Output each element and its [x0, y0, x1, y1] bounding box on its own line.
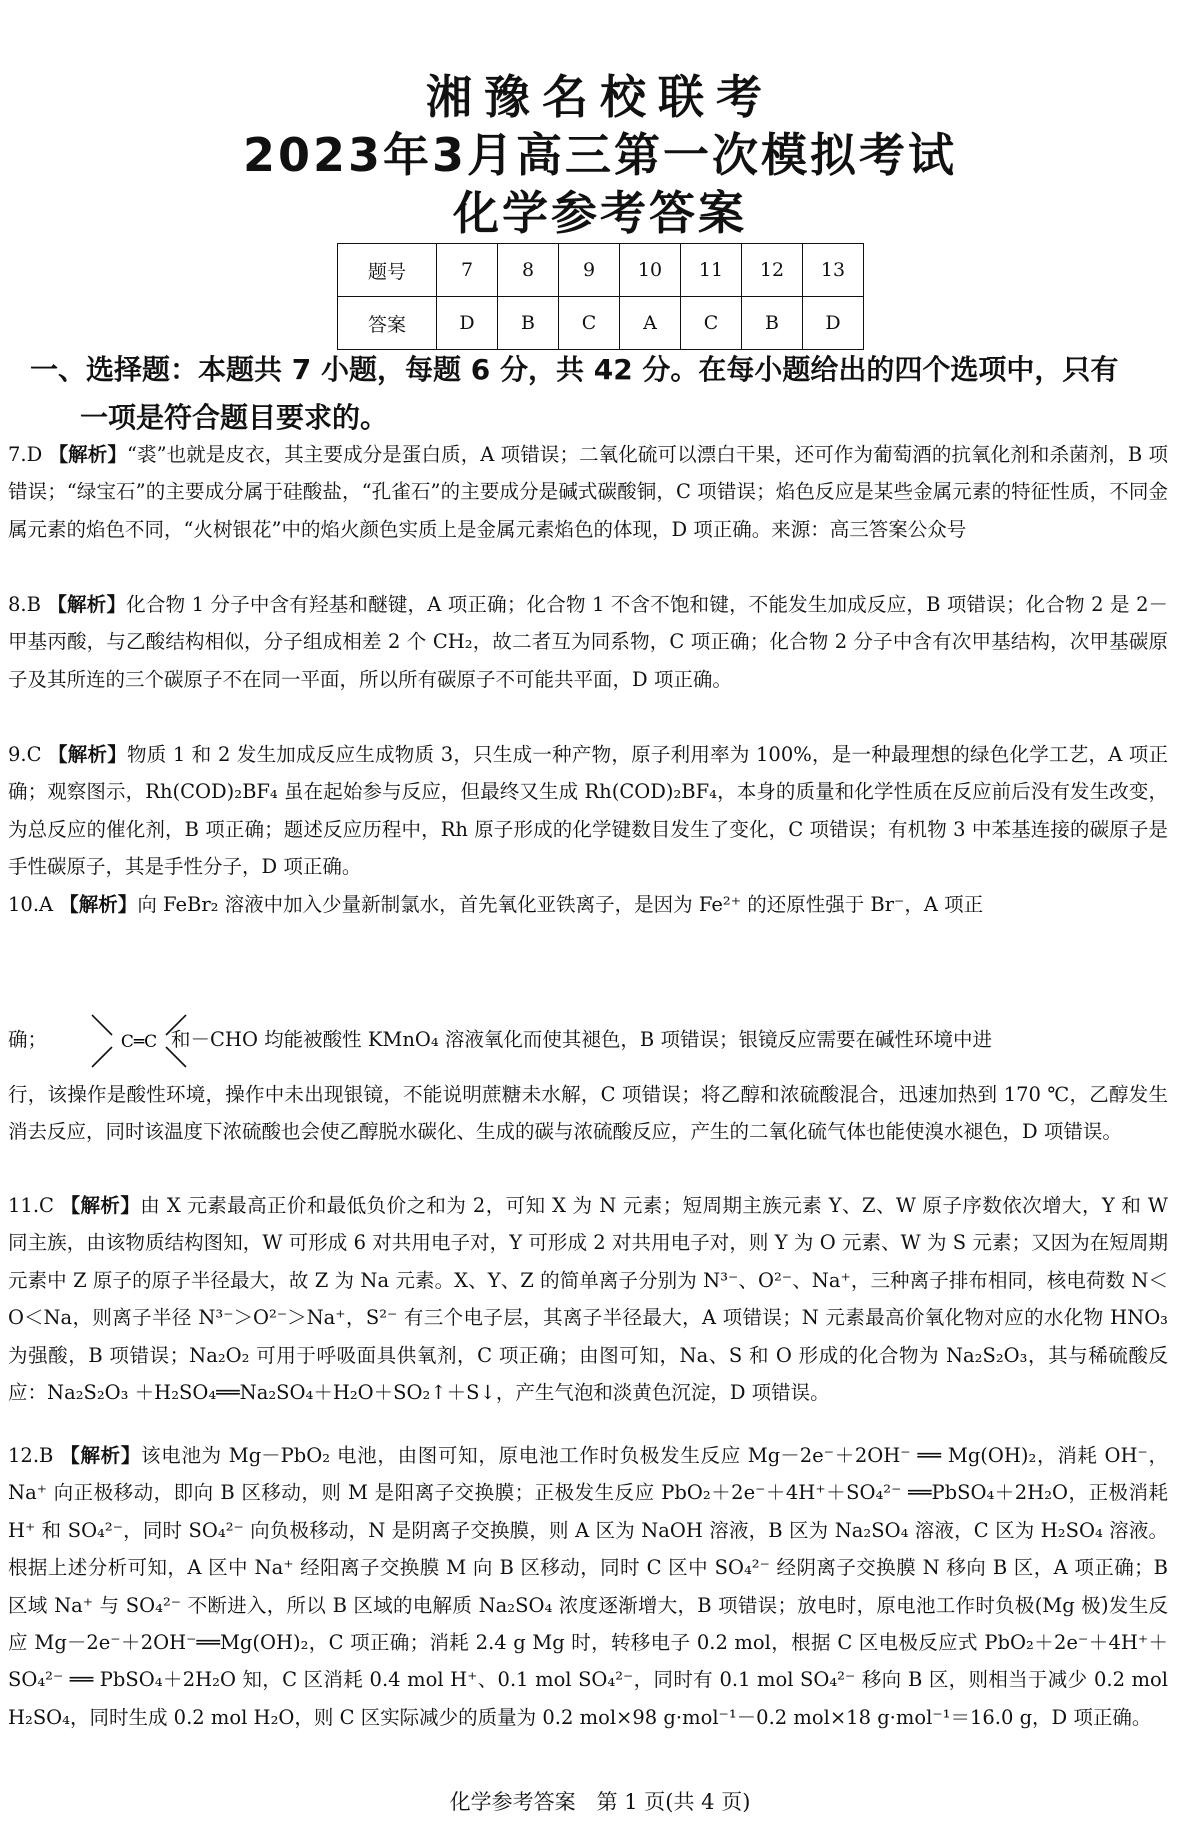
question-text: 物质 1 和 2 发生加成反应生成物质 3，只生成一种产物，原子利用率为 100%，是一种最理想的绿色化学工艺，A 项正确；观察图示，Rh(COD)₂BF₄ 虽在起始参与反应，但最终又生成 Rh(COD)₂BF₄，本身的质量和化学性质在反应前后没有发生改变，为总反应的催化剂，B 项正确；题述反应历程中，Rh 原子形成的化学键数目发生了变化，C 项错误；有机物 3 中苯基连接的碳原子是手性碳原子，其是手性分子，D 项正确。: [8, 743, 1168, 879]
question-10: [8, 886, 1168, 923]
analysis-tag: 【解析】: [59, 893, 138, 916]
question-text-b: 和－CHO 均能被酸性 KMnO₄ 溶液氧化而使其褪色，B 项错误；银镜反应需要在碱性环境中进: [171, 1028, 992, 1051]
table-row: [338, 297, 864, 350]
question-number: 9.C: [8, 743, 42, 766]
table-cell: A: [620, 297, 681, 350]
row-label-number: 题号: [338, 244, 437, 297]
table-row: [338, 244, 864, 297]
question-text-a: 向 FeBr₂ 溶液中加入少量新制氯水，首先氧化亚铁离子，是因为 Fe²⁺ 的还原性强于 Br⁻，A 项正: [137, 893, 984, 916]
title-block: [0, 68, 1200, 242]
analysis-tag: 【解析】: [60, 1444, 142, 1467]
section-heading-line-1: 一、选择题：本题共 7 小题，每题 6 分，共 42 分。在每小题给出的四个选项中，只有: [30, 353, 1119, 386]
title-line-3: 化学参考答案: [453, 186, 747, 240]
alkene-label: C═C: [120, 1032, 158, 1052]
question-7: [8, 436, 1168, 548]
title-line-2: 2023年3月高三第一次模拟考试: [242, 128, 958, 182]
question-text: 由 X 元素最高正价和最低负价之和为 2，可知 X 为 N 元素；短周期主族元素 Y、Z、W 原子序数依次增大，Y 和 W 同主族，由该物质结构图知，W 可形成 6 对共用电子对，Y 可形成 2 对共用电子对，则 Y 为 O 元素、W 为 S 元素；又因为在短周期元素中 Z 原子的原子半径最大，故 Z 为 Na 元素。X、Y、Z 的简单离子分别为 N³⁻、O²⁻、Na⁺，三种离子排布相同，核电荷数 N＜O＜Na，则离子半径 N³⁻＞O²⁻＞Na⁺，S²⁻ 有三个电子层，其离子半径最大，A 项错误；N 元素最高价氧化物对应的水化物 HNO₃ 为强酸，B 项错误；Na₂O₂ 可用于呼吸面具供氧剂，C 项正确；由图可知，Na、S 和 O 形成的化合物为 Na₂S₂O₃，其与稀硫酸反应：Na₂S₂O₃ ＋H₂SO₄══Na₂SO₄＋H₂O＋SO₂↑＋S↓，产生气泡和淡黄色沉淀，D 项错误。: [8, 1194, 1168, 1405]
title-line-1: 湘豫名校联考: [426, 70, 774, 124]
answer-table: [337, 243, 864, 350]
table-cell: B: [498, 297, 559, 350]
question-10-rest: [8, 1076, 1168, 1151]
section-heading: [30, 346, 1180, 442]
table-cell: 8: [498, 244, 559, 297]
question-11: [8, 1187, 1168, 1411]
section-heading-line-2: 一项是符合题目要求的。: [80, 401, 389, 434]
table-cell: 12: [742, 244, 803, 297]
question-text: “裘”也就是皮衣，其主要成分是蛋白质，A 项错误；二氧化硫可以漂白干果，还可作为葡萄酒的抗氧化剂和杀菌剂，B 项错误；“绿宝石”的主要成分属于硅酸盐，“孔雀石”的主要成分是碱式碳酸铜，C 项错误；焰色反应是某些金属元素的特征性质，不同金属元素的焰色不同，“火树银花”中的焰火颜色实质上是金属元素焰色的体现，D 项正确。来源：高三答案公众号: [8, 443, 1168, 541]
question-number: 11.C: [8, 1194, 54, 1217]
page-footer: 化学参考答案 第 1 页(共 4 页): [449, 1790, 751, 1814]
analysis-tag: 【解析】: [47, 743, 127, 766]
table-cell: 10: [620, 244, 681, 297]
question-10-cont: [8, 1021, 1168, 1058]
table-cell: C: [681, 297, 742, 350]
analysis-tag: 【解析】: [60, 1194, 141, 1217]
table-cell: B: [742, 297, 803, 350]
table-cell: C: [559, 297, 620, 350]
question-text: 该电池为 Mg－PbO₂ 电池，由图可知，原电池工作时负极发生反应 Mg－2e⁻＋2OH⁻ ══ Mg(OH)₂，消耗 OH⁻，Na⁺ 向正极移动，即向 B 区移动，则 M 是阳离子交换膜；正极发生反应 PbO₂＋2e⁻＋4H⁺＋SO₄²⁻ ══PbSO₄＋2H₂O，正极消耗 H⁺ 和 SO₄²⁻，同时 SO₄²⁻ 向负极移动，N 是阴离子交换膜，则 A 区为 NaOH 溶液，B 区为 Na₂SO₄ 溶液，C 区为 H₂SO₄ 溶液。根据上述分析可知，A 区中 Na⁺ 经阳离子交换膜 M 向 B 区移动，同时 C 区中 SO₄²⁻ 经阴离子交换膜 N 移向 B 区，A 项正确；B 区域 Na⁺ 与 SO₄²⁻ 不断进入，所以 B 区域的电解质 Na₂SO₄ 浓度逐渐增大，B 项错误；放电时，原电池工作时负极(Mg 极)发生反应 Mg－2e⁻＋2OH⁻══Mg(OH)₂，C 项正确；消耗 2.4 g Mg 时，转移电子 0.2 mol，根据 C 区电极反应式 PbO₂＋2e⁻＋4H⁺＋SO₄²⁻ ══ PbSO₄＋2H₂O 知，C 区消耗 0.4 mol H⁺、0.1 mol SO₄²⁻，同时有 0.1 mol SO₄²⁻ 移向 B 区，则相当于减少 0.2 mol H₂SO₄，同时生成 0.2 mol H₂O，则 C 区实际减少的质量为 0.2 mol×98 g·mol⁻¹－0.2 mol×18 g·mol⁻¹＝16.0 g，D 项正确。: [8, 1444, 1168, 1729]
table-cell: 13: [803, 244, 864, 297]
question-number: 8.B: [8, 593, 41, 616]
question-8: [8, 586, 1168, 698]
table-cell: 9: [559, 244, 620, 297]
row-label-answer: 答案: [338, 297, 437, 350]
analysis-tag: 【解析】: [48, 443, 127, 466]
analysis-tag: 【解析】: [47, 593, 127, 616]
table-cell: 7: [437, 244, 498, 297]
question-text-c: 行，该操作是酸性环境，操作中未出现银镜，不能说明蔗糖未水解，C 项错误；将乙醇和浓硫酸混合，迅速加热到 170 ℃，乙醇发生消去反应，同时该温度下浓硫酸也会使乙醇脱水碳化、生成的碳与浓硫酸反应，产生的二氧化硫气体也能使溴水褪色，D 项错误。: [8, 1083, 1168, 1144]
table-cell: 11: [681, 244, 742, 297]
table-cell: D: [803, 297, 864, 350]
question-9: [8, 736, 1168, 886]
question-12: [8, 1437, 1168, 1736]
table-cell: D: [437, 297, 498, 350]
question-number: 10.A: [8, 893, 54, 916]
question-text: 化合物 1 分子中含有羟基和醚键，A 项正确；化合物 1 不含不饱和键，不能发生加成反应，B 项错误；化合物 2 是 2－甲基丙酸，与乙酸结构相似，分子组成相差 2 个 CH₂，故二者互为同系物，C 项正确；化合物 2 分子中含有次甲基结构，次甲基碳原子及其所连的三个碳原子不在同一平面，所以所有碳原子不可能共平面，D 项正确。: [8, 593, 1168, 691]
question-number: 7.D: [8, 443, 43, 466]
question-number: 12.B: [8, 1444, 54, 1467]
question-text-b-prefix: 确；: [8, 1028, 48, 1051]
